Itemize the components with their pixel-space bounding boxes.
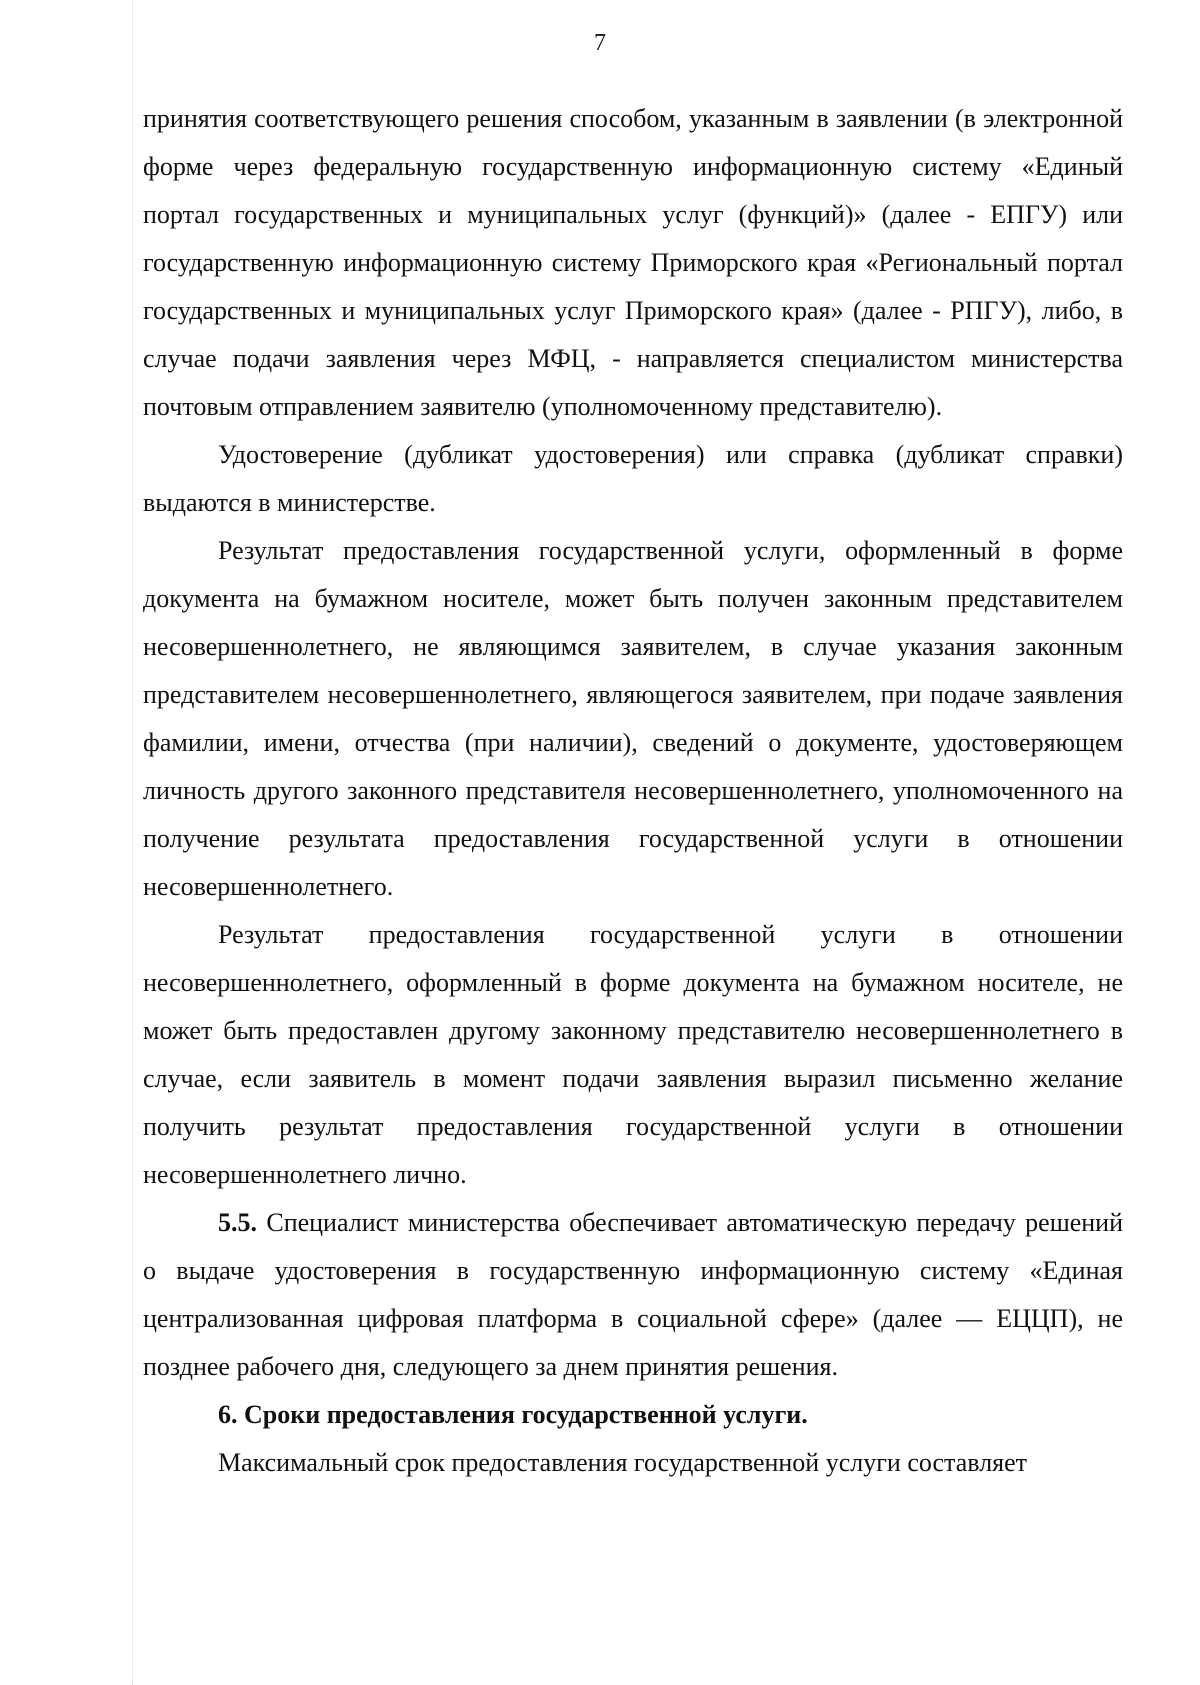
section-5-5-number: 5.5. [218, 1208, 257, 1237]
paragraph-section-5-5 [143, 1199, 1123, 1391]
paragraph-result-legal-representative: Результат предоставления государственной услуги, оформленный в форме документа на бумажном носителе, может быть получен законным представителем несовершеннолетнего, не являющимся заявителем, в случае указания законным представителем несовершеннолетнего, являющегося заявителем, при подаче заявления фамилии, имени, отчества (при наличии), сведений о документе, удостоверяющем личность другого законного представителя несовершеннолетнего, уполномоченного на получение результата предоставления государственной услуги в отношении несовершеннолетнего. [143, 536, 1123, 901]
scan-margin-line [132, 0, 133, 1685]
section-5-5-text: Специалист министерства обеспечивает автоматическую передачу решений о выдаче удостоверения в государственную информационную систему «Единая централизованная цифровая платформа в социальной сфере» (далее — ЕЦЦП), не позднее рабочего дня, следующего за днем принятия решения. [143, 1208, 1123, 1381]
paragraph-continuation: принятия соответствующего решения способом, указанным в заявлении (в электронной форме через федеральную государственную информационную систему «Единый портал государственных и муниципальных услуг (функций)» (далее - ЕПГУ) или государственную информационную систему Приморского края «Региональный портал государственных и муниципальных услуг Приморского края» (далее - РПГУ), либо, в случае подачи заявления через МФЦ, - направляется специалистом министерства почтовым отправлением заявителю (уполномоченному представителю). [143, 104, 1123, 421]
paragraph-certificate-issue: Удостоверение (дубликат удостоверения) или справка (дубликат справки) выдаются в министерстве. [143, 440, 1123, 517]
paragraph-result-restriction: Результат предоставления государственной услуги в отношении несовершеннолетнего, оформленный в форме документа на бумажном носителе, не может быть предоставлен другому законному представителю несовершеннолетнего в случае, если заявитель в момент подачи заявления выразил письменно желание получить результат предоставления государственной услуги в отношении несовершеннолетнего лично. [143, 920, 1123, 1189]
document-body [143, 95, 1123, 1487]
section-6-heading: 6. Сроки предоставления государственной услуги. [218, 1400, 808, 1429]
page-number: 7 [594, 30, 606, 56]
paragraph-max-term: Максимальный срок предоставления государственной услуги составляет [218, 1448, 1028, 1477]
